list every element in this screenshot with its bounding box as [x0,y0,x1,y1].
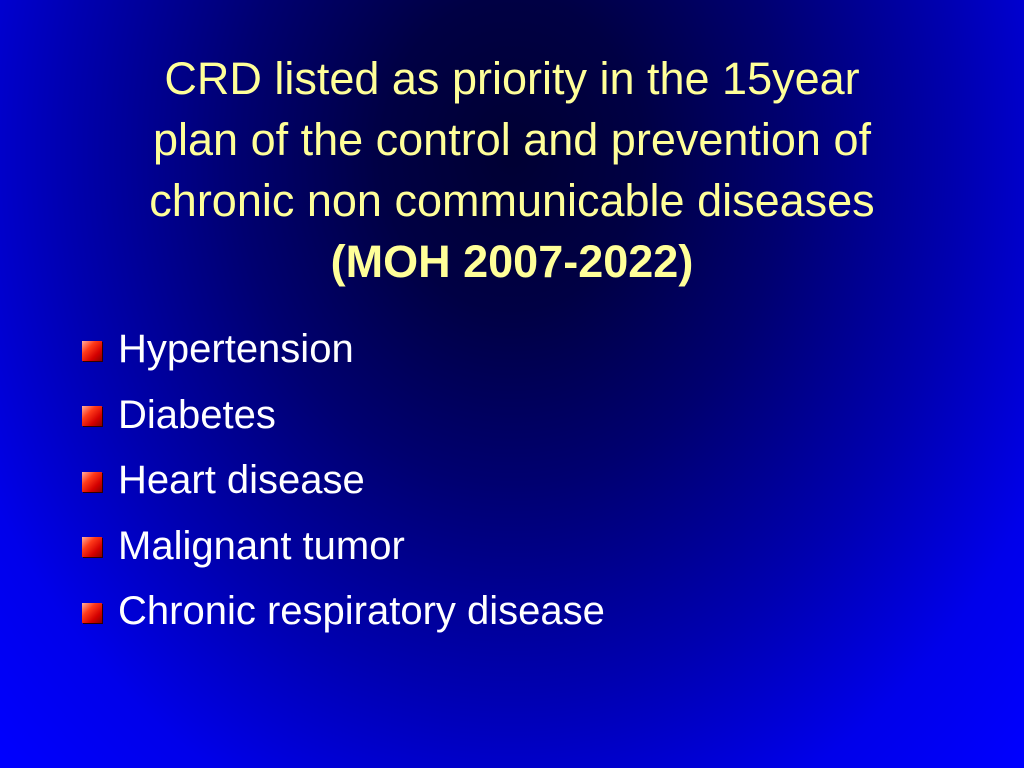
square-bullet-icon [82,603,102,623]
list-item [82,317,605,383]
title-line-3: chronic non communicable diseases [149,175,875,226]
square-bullet-icon [82,341,102,361]
square-bullet-icon [82,472,102,492]
bullet-text: Malignant tumor [118,523,405,568]
list-item [82,579,605,645]
bullet-text: Chronic respiratory disease [118,589,605,634]
bullet-text: Diabetes [118,392,276,437]
slide-title [40,48,984,292]
bullet-text: Hypertension [118,327,354,372]
list-item [82,514,605,580]
square-bullet-icon [82,537,102,557]
square-bullet-icon [82,406,102,426]
list-item [82,383,605,449]
bullet-list [82,317,605,645]
bullet-text: Heart disease [118,458,365,503]
title-line-2: plan of the control and prevention of [152,114,871,165]
title-line-1: CRD listed as priority in the 15year [164,53,860,104]
list-item [82,448,605,514]
title-source: (MOH 2007-2022) [330,236,694,287]
